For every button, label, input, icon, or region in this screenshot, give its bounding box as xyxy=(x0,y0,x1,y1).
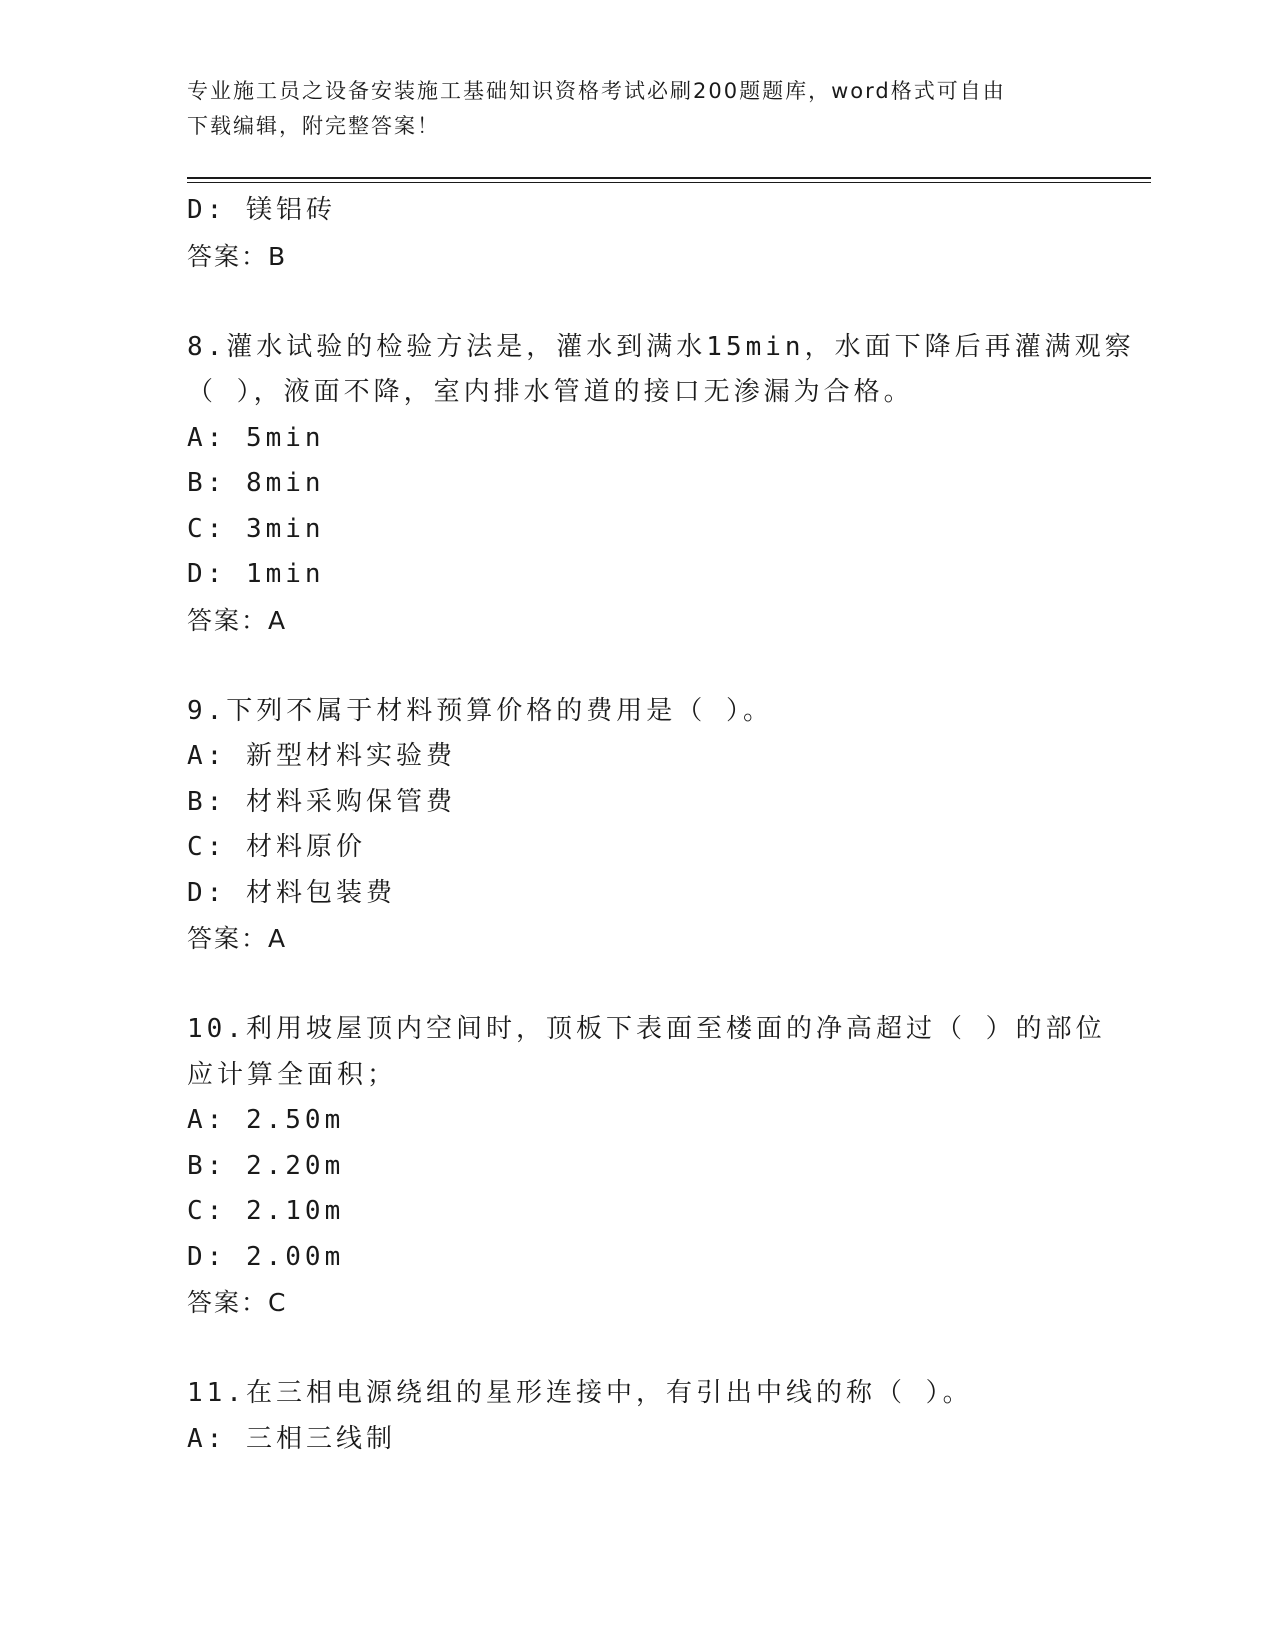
option-a: A: 三相三线制 xyxy=(187,1423,396,1454)
option-c: C: 3min xyxy=(187,513,325,544)
question-stem: 11.在三相电源绕组的星形连接中，有引出中线的称（ ）。 xyxy=(187,1378,973,1408)
question-stem-continued: 应计算全面积； xyxy=(187,1059,398,1090)
option-b: B: 8min xyxy=(187,468,325,498)
answer: 答案：C xyxy=(187,1288,288,1317)
option-d: D: 1min xyxy=(187,559,325,589)
question-stem-continued: （ ），液面不降，室内排水管道的接口无渗漏为合格。 xyxy=(187,377,914,407)
header-divider-thin xyxy=(187,182,1151,183)
option-d: D: 材料包装费 xyxy=(187,877,396,908)
option-c: C: 2.10m xyxy=(187,1196,345,1226)
question-9 xyxy=(187,689,1087,962)
option-a: A: 新型材料实验费 xyxy=(187,741,456,771)
header-divider-thick xyxy=(187,177,1151,179)
option-b: B: 2.20m xyxy=(187,1150,345,1181)
answer: 答案：A xyxy=(187,605,288,635)
header-line-1: 专业施工员之设备安装施工基础知识资格考试必刷200题题库，word格式可自由 xyxy=(187,79,1006,103)
question-stem: 10.利用坡屋顶内空间时，顶板下表面至楼面的净高超过（ ）的部位 xyxy=(187,1014,1106,1044)
question-stem: 9.下列不属于材料预算价格的费用是（ ）。 xyxy=(187,695,773,726)
question-content xyxy=(187,188,1135,1462)
question-11 xyxy=(187,1371,1087,1462)
question-8 xyxy=(187,325,1135,644)
option-c: C: 材料原价 xyxy=(187,832,366,862)
option-d: D: 2.00m xyxy=(187,1241,345,1272)
header-line-2: 下载编辑，附完整答案！ xyxy=(187,114,440,138)
option-b: B: 材料采购保管费 xyxy=(187,786,456,817)
option-a: A: 2.50m xyxy=(187,1105,345,1135)
prev-answer: 答案：B xyxy=(187,241,288,271)
spacer xyxy=(187,1326,1087,1372)
spacer xyxy=(187,643,1087,689)
prev-option-d: D: 镁铝砖 xyxy=(187,195,336,225)
option-a: A: 5min xyxy=(187,422,325,453)
document-header xyxy=(187,74,1067,144)
question-stem: 8.灌水试验的检验方法是，灌水到满水15min，水面下降后再灌满观察 xyxy=(187,331,1135,362)
spacer xyxy=(187,279,1087,325)
answer: 答案：A xyxy=(187,924,288,953)
question-10 xyxy=(187,1007,1106,1326)
spacer xyxy=(187,962,1087,1008)
